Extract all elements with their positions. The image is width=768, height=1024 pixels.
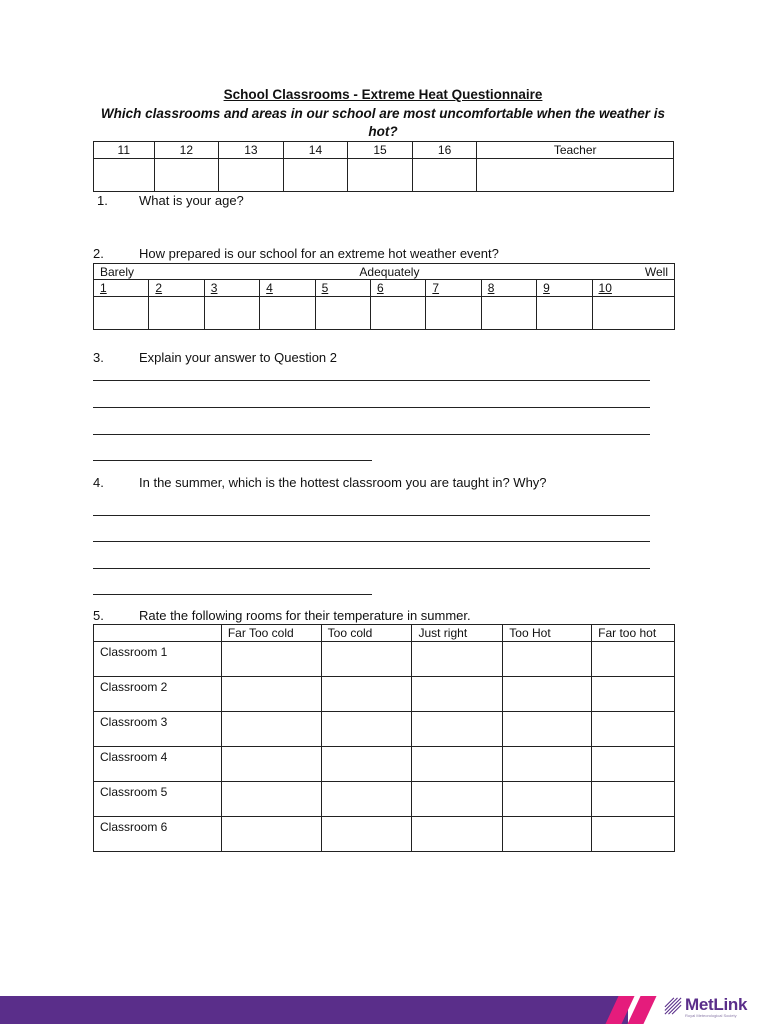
metlink-logo (664, 995, 747, 1018)
room-label: Classroom 1 (94, 642, 222, 677)
rating-cell[interactable] (321, 817, 412, 852)
scale-value: 5 (315, 280, 370, 297)
year-group-table (93, 141, 674, 192)
table-row (94, 817, 675, 852)
room-label: Classroom 5 (94, 782, 222, 817)
preparedness-scale-table (93, 263, 675, 330)
year-cell-12[interactable] (154, 159, 219, 192)
rating-cell[interactable] (503, 642, 592, 677)
table-row (94, 782, 675, 817)
room-label: Classroom 2 (94, 677, 222, 712)
question-text: In the summer, which is the hottest classroom you are taught in? Why? (139, 475, 547, 490)
question-text: What is your age? (139, 193, 244, 208)
scale-answer-cell[interactable] (315, 297, 370, 330)
year-cell-15[interactable] (348, 159, 413, 192)
answer-line[interactable] (93, 568, 650, 569)
scale-value: 7 (426, 280, 481, 297)
question-number: 5. (93, 608, 104, 623)
year-header-13: 13 (219, 142, 284, 159)
room-rating-table (93, 624, 675, 852)
scale-value: 2 (149, 280, 204, 297)
scale-label-well: Well (644, 264, 668, 279)
scale-value: 6 (370, 280, 425, 297)
rating-cell[interactable] (221, 817, 321, 852)
rating-cell[interactable] (412, 677, 503, 712)
rating-cell[interactable] (221, 782, 321, 817)
footer-bar (0, 996, 628, 1024)
rating-cell[interactable] (412, 747, 503, 782)
answer-line[interactable] (93, 515, 650, 516)
question-text: Explain your answer to Question 2 (139, 350, 337, 365)
scale-answer-cell[interactable] (481, 297, 536, 330)
rating-cell[interactable] (321, 677, 412, 712)
scale-answer-cell[interactable] (204, 297, 259, 330)
rating-cell[interactable] (321, 747, 412, 782)
year-cell-11[interactable] (94, 159, 155, 192)
rating-cell[interactable] (412, 712, 503, 747)
question-text: How prepared is our school for an extreme hot weather event? (139, 246, 499, 261)
rating-header-too-cold: Too cold (321, 625, 412, 642)
rating-header-just-right: Just right (412, 625, 503, 642)
scale-value: 8 (481, 280, 536, 297)
scale-labels-row (94, 264, 675, 280)
scale-value: 10 (592, 280, 674, 297)
rating-cell[interactable] (503, 747, 592, 782)
answer-line[interactable] (93, 380, 650, 381)
year-header-teacher: Teacher (477, 142, 674, 159)
metlink-logo-icon (664, 997, 682, 1015)
scale-answer-cell[interactable] (149, 297, 204, 330)
rating-cell[interactable] (503, 677, 592, 712)
scale-answer-cell[interactable] (537, 297, 592, 330)
table-row (94, 747, 675, 782)
rating-header-room (94, 625, 222, 642)
answer-line[interactable] (93, 434, 650, 435)
rating-cell[interactable] (221, 712, 321, 747)
answer-line[interactable] (93, 460, 372, 461)
rating-cell[interactable] (221, 747, 321, 782)
rating-cell[interactable] (592, 782, 675, 817)
page-title: School Classrooms - Extreme Heat Questionnaire (223, 87, 543, 102)
year-header-11: 11 (94, 142, 155, 159)
question-number: 1. (97, 193, 108, 208)
question-number: 2. (93, 246, 104, 261)
table-row (94, 712, 675, 747)
page-subtitle: Which classrooms and areas in our school are most uncomfortable when the weather is hot? (100, 106, 666, 139)
rating-cell[interactable] (412, 642, 503, 677)
rating-cell[interactable] (592, 747, 675, 782)
table-row (94, 642, 675, 677)
scale-value: 1 (94, 280, 149, 297)
rating-cell[interactable] (503, 817, 592, 852)
year-cell-13[interactable] (219, 159, 284, 192)
year-cell-teacher[interactable] (477, 159, 674, 192)
scale-answer-cell[interactable] (426, 297, 481, 330)
year-header-12: 12 (154, 142, 219, 159)
question-number: 4. (93, 475, 104, 490)
room-label: Classroom 3 (94, 712, 222, 747)
room-label: Classroom 6 (94, 817, 222, 852)
year-cell-14[interactable] (283, 159, 348, 192)
scale-answer-cell[interactable] (260, 297, 315, 330)
scale-value: 3 (204, 280, 259, 297)
question-text: Rate the following rooms for their temperature in summer. (139, 608, 471, 623)
logo-text: MetLink (685, 995, 748, 1014)
scale-label-barely: Barely (100, 264, 135, 279)
rating-cell[interactable] (503, 782, 592, 817)
rating-cell[interactable] (321, 712, 412, 747)
rating-cell[interactable] (221, 642, 321, 677)
rating-cell[interactable] (592, 677, 675, 712)
rating-cell[interactable] (321, 782, 412, 817)
rating-header-too-hot: Too Hot (503, 625, 592, 642)
room-label: Classroom 4 (94, 747, 222, 782)
scale-answer-cell[interactable] (94, 297, 149, 330)
scale-answer-cell[interactable] (370, 297, 425, 330)
table-row (94, 677, 675, 712)
rating-header-far-too-cold: Far Too cold (221, 625, 321, 642)
scale-value: 9 (537, 280, 592, 297)
rating-cell[interactable] (592, 817, 675, 852)
year-header-14: 14 (283, 142, 348, 159)
answer-line[interactable] (93, 541, 650, 542)
scale-label-adequately: Adequately (359, 264, 420, 279)
year-header-15: 15 (348, 142, 413, 159)
answer-line[interactable] (93, 594, 372, 595)
rating-cell[interactable] (592, 642, 675, 677)
rating-header-far-too-hot: Far too hot (592, 625, 675, 642)
rating-cell[interactable] (412, 817, 503, 852)
scale-value: 4 (260, 280, 315, 297)
rating-cell[interactable] (221, 677, 321, 712)
rating-cell[interactable] (321, 642, 412, 677)
year-cell-16[interactable] (412, 159, 477, 192)
question-number: 3. (93, 350, 104, 365)
rating-cell[interactable] (592, 712, 675, 747)
scale-answer-cell[interactable] (592, 297, 674, 330)
logo-subtext: Royal Meteorological Society (685, 1013, 737, 1018)
rating-cell[interactable] (503, 712, 592, 747)
year-header-16: 16 (412, 142, 477, 159)
rating-cell[interactable] (412, 782, 503, 817)
answer-line[interactable] (93, 407, 650, 408)
